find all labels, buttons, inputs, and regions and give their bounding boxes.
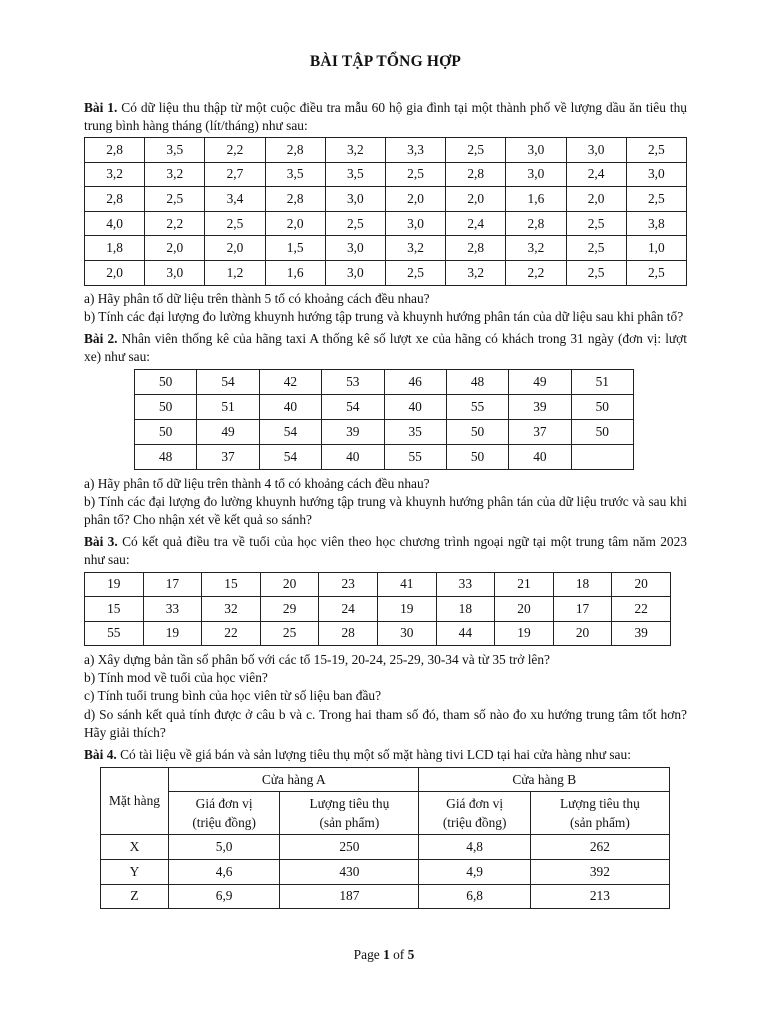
- table-cell: 33: [436, 572, 495, 597]
- table-cell: 2,8: [85, 138, 145, 163]
- table-cell: 55: [85, 621, 144, 646]
- table-cell: 18: [436, 597, 495, 622]
- table-cell: 39: [509, 395, 571, 420]
- table-cell: 3,0: [385, 211, 445, 236]
- table-cell: 2,8: [85, 187, 145, 212]
- table-cell: 22: [202, 621, 261, 646]
- exercise-1-intro: [84, 99, 687, 135]
- table-cell: 2,5: [626, 261, 686, 286]
- exercise-4-intro: [84, 746, 687, 764]
- table-cell: 40: [322, 445, 384, 470]
- exercise-3-question-a: a) Xây dựng bản tần số phân bố với các tổ 15-19, 20-24, 25-29, 30-34 và từ 35 trở lên?: [84, 652, 550, 668]
- table-cell: 20: [495, 597, 554, 622]
- table-cell: 1,0: [626, 236, 686, 261]
- table-cell: 54: [259, 420, 321, 445]
- exercise-2-text: Nhân viên thống kê của hãng taxi A thống kê số lượt xe của hãng có khách trong 31 ngày (đơn vị: lượt xe) như sau:: [84, 330, 687, 364]
- table-cell: 3,2: [85, 162, 145, 187]
- header-store-b: Cửa hàng B: [419, 767, 670, 792]
- table-cell: 2,5: [325, 211, 385, 236]
- exercise-3-question-c: c) Tính tuổi trung bình của học viên từ số liệu ban đầu?: [84, 688, 382, 704]
- table-cell: 24: [319, 597, 378, 622]
- header-b-price: Giá đơn vị (triệu đồng): [419, 792, 530, 835]
- table-cell: 4,8: [419, 835, 530, 860]
- table-cell: 32: [202, 597, 261, 622]
- table-cell: 392: [530, 860, 669, 885]
- table-cell: 3,2: [506, 236, 566, 261]
- table-cell: X: [101, 835, 169, 860]
- table-cell: 50: [571, 420, 633, 445]
- table-cell: 2,8: [265, 138, 325, 163]
- table-cell: 23: [319, 572, 378, 597]
- table-row: [135, 395, 634, 420]
- table-cell: 50: [446, 445, 508, 470]
- table-cell: 40: [259, 395, 321, 420]
- exercise-3-table: [84, 572, 671, 647]
- table-cell: 5,0: [169, 835, 280, 860]
- table-cell: 17: [143, 572, 202, 597]
- table-cell: 22: [612, 597, 671, 622]
- exercise-1-text: Có dữ liệu thu thập từ một cuộc điều tra mẫu 60 hộ gia đình tại một thành phố về lượng dầu ăn tiêu thụ trung bình hàng tháng (lít/tháng) như sau:: [84, 99, 687, 134]
- table-cell: 15: [85, 597, 144, 622]
- table-row: [85, 138, 687, 163]
- table-cell: 2,2: [145, 211, 205, 236]
- table-cell: 3,0: [145, 261, 205, 286]
- table-cell: 50: [135, 370, 197, 395]
- table-cell: 48: [446, 370, 508, 395]
- table-cell: 430: [280, 860, 419, 885]
- table-cell: 2,8: [446, 236, 506, 261]
- table-cell: 2,5: [566, 211, 626, 236]
- table-cell: 19: [377, 597, 436, 622]
- table-cell: 3,0: [506, 162, 566, 187]
- table-cell: 2,2: [205, 138, 265, 163]
- table-cell: 3,0: [325, 236, 385, 261]
- page-title: BÀI TẬP TỔNG HỢP: [309, 53, 462, 70]
- exercise-2-table: [134, 369, 634, 470]
- table-cell: 55: [384, 445, 446, 470]
- exercise-2-label: Bài 2.: [84, 330, 118, 346]
- table-cell: 51: [197, 395, 259, 420]
- table-cell: 2,0: [265, 211, 325, 236]
- table-cell: 250: [280, 835, 419, 860]
- table-cell: 49: [197, 420, 259, 445]
- table-cell: 25: [260, 621, 319, 646]
- document-page: [84, 52, 687, 909]
- table-cell: 3,0: [506, 138, 566, 163]
- table-cell: 3,2: [325, 138, 385, 163]
- table-cell: 28: [319, 621, 378, 646]
- header-store-a: Cửa hàng A: [169, 767, 419, 792]
- table-cell: 41: [377, 572, 436, 597]
- table-cell: 30: [377, 621, 436, 646]
- table-cell: 19: [85, 572, 144, 597]
- table-cell: 3,2: [145, 162, 205, 187]
- table-row: [101, 835, 670, 860]
- exercise-1-label: Bài 1.: [84, 99, 118, 115]
- table-cell: 2,0: [145, 236, 205, 261]
- table-cell: 51: [571, 370, 633, 395]
- table-row: [85, 187, 687, 212]
- table-cell: 50: [135, 395, 197, 420]
- table-cell: 46: [384, 370, 446, 395]
- table-cell: 2,2: [506, 261, 566, 286]
- header-item: Mặt hàng: [101, 767, 169, 835]
- table-cell: 2,5: [446, 138, 506, 163]
- table-row: [85, 572, 671, 597]
- table-cell: 39: [612, 621, 671, 646]
- table-cell: 2,4: [566, 162, 626, 187]
- table-cell: 40: [384, 395, 446, 420]
- table-cell: 2,5: [385, 162, 445, 187]
- total-pages: 5: [407, 947, 415, 962]
- table-cell: 2,7: [205, 162, 265, 187]
- table-cell: 54: [259, 445, 321, 470]
- table-cell: 2,0: [446, 187, 506, 212]
- exercise-4-table: [100, 767, 670, 909]
- table-cell: 3,2: [446, 261, 506, 286]
- table-cell: 20: [612, 572, 671, 597]
- table-cell: 4,9: [419, 860, 530, 885]
- table-cell: 50: [135, 420, 197, 445]
- table-cell: 2,5: [566, 236, 626, 261]
- table-cell: 19: [143, 621, 202, 646]
- table-row: [101, 884, 670, 909]
- table-row: [85, 236, 687, 261]
- table-cell: 4,6: [169, 860, 280, 885]
- table-cell: 4,0: [85, 211, 145, 236]
- table-cell: 50: [571, 395, 633, 420]
- table-cell: 48: [135, 445, 197, 470]
- table-cell: Y: [101, 860, 169, 885]
- table-cell: 2,8: [446, 162, 506, 187]
- table-cell: 213: [530, 884, 669, 909]
- exercise-3-question-d: d) So sánh kết quả tính được ở câu b và c. Trong hai tham số đó, tham số nào đo xu hướng trung tâm tốt hơn? Hãy giải thích?: [84, 706, 687, 740]
- exercise-3-intro: [84, 533, 687, 569]
- table-cell: 53: [322, 370, 384, 395]
- table-cell: 2,4: [446, 211, 506, 236]
- exercise-3-label: Bài 3.: [84, 534, 118, 550]
- table-cell: 2,5: [205, 211, 265, 236]
- table-cell: 6,9: [169, 884, 280, 909]
- table-row: [85, 597, 671, 622]
- table-cell: 20: [260, 572, 319, 597]
- table-cell: 55: [446, 395, 508, 420]
- table-cell: 35: [384, 420, 446, 445]
- table-cell: 1,5: [265, 236, 325, 261]
- table-cell: 21: [495, 572, 554, 597]
- table-cell: 1,8: [85, 236, 145, 261]
- exercise-1-table: [84, 137, 687, 286]
- table-cell: 3,5: [325, 162, 385, 187]
- page-footer: Page 1 of 5: [353, 947, 415, 962]
- table-cell: 3,5: [145, 138, 205, 163]
- exercise-3-question-b: b) Tính mod về tuổi của học viên?: [84, 670, 268, 686]
- table-cell: 262: [530, 835, 669, 860]
- table-cell: 1,6: [265, 261, 325, 286]
- table-cell: 187: [280, 884, 419, 909]
- table-cell: 1,6: [506, 187, 566, 212]
- table-row: [85, 261, 687, 286]
- table-row: [135, 420, 634, 445]
- table-cell: 2,0: [205, 236, 265, 261]
- exercise-2-question-a: a) Hãy phân tổ dữ liệu trên thành 4 tổ có khoảng cách đều nhau?: [84, 476, 430, 492]
- table-cell: 3,0: [566, 138, 626, 163]
- table-cell: 2,8: [506, 211, 566, 236]
- table-cell: 19: [495, 621, 554, 646]
- table-cell: 6,8: [419, 884, 530, 909]
- table-cell: 2,5: [626, 187, 686, 212]
- table-cell: 3,2: [385, 236, 445, 261]
- table-row: [101, 860, 670, 885]
- exercise-2-intro: [84, 330, 687, 366]
- table-cell: 42: [259, 370, 321, 395]
- table-cell: 54: [197, 370, 259, 395]
- header-b-quantity: Lượng tiêu thụ (sản phẩm): [530, 792, 669, 835]
- table-cell: 2,0: [85, 261, 145, 286]
- exercise-4-label: Bài 4.: [84, 746, 117, 762]
- exercise-3-text: Có kết quả điều tra về tuổi của học viên theo học chương trình ngoại ngữ tại một trung tâm năm 2023 như sau:: [84, 534, 687, 568]
- table-cell: 50: [446, 420, 508, 445]
- table-cell: 2,0: [385, 187, 445, 212]
- table-cell: 2,5: [145, 187, 205, 212]
- table-cell: 3,3: [385, 138, 445, 163]
- table-cell: 33: [143, 597, 202, 622]
- table-cell: 3,8: [626, 211, 686, 236]
- table-cell: 2,5: [626, 138, 686, 163]
- table-cell: 44: [436, 621, 495, 646]
- table-cell: 29: [260, 597, 319, 622]
- table-cell: 18: [553, 572, 612, 597]
- table-cell: 3,0: [325, 187, 385, 212]
- table-row: [85, 162, 687, 187]
- table-cell: [571, 445, 633, 470]
- exercise-1-question-b: b) Tính các đại lượng đo lường khuynh hướng tập trung và khuynh hướng phân tán của dữ liệu sau khi phân tổ?: [84, 308, 684, 324]
- table-cell: 2,5: [385, 261, 445, 286]
- current-page: 1: [383, 947, 390, 962]
- exercise-1-question-a: a) Hãy phân tổ dữ liệu trên thành 5 tổ có khoảng cách đều nhau?: [84, 290, 430, 306]
- table-cell: 2,5: [566, 261, 626, 286]
- table-cell: 2,0: [566, 187, 626, 212]
- table-cell: 37: [197, 445, 259, 470]
- table-cell: 3,0: [626, 162, 686, 187]
- table-row: [85, 621, 671, 646]
- table-cell: 3,5: [265, 162, 325, 187]
- header-a-price: Giá đơn vị (triệu đồng): [169, 792, 280, 835]
- table-cell: 49: [509, 370, 571, 395]
- table-cell: 1,2: [205, 261, 265, 286]
- table-cell: 15: [202, 572, 261, 597]
- exercise-2-question-b: b) Tính các đại lượng đo lường khuynh hướng tập trung và khuynh hướng phân tán của dữ liệu trước và sau khi phân tổ? Cho nhận xét về kết quả so sánh?: [84, 494, 687, 528]
- exercise-4-text: Có tài liệu về giá bán và sản lượng tiêu thụ một số mặt hàng tivi LCD tại hai cửa hàng như sau:: [116, 746, 631, 762]
- table-row: [85, 211, 687, 236]
- table-cell: 3,4: [205, 187, 265, 212]
- table-cell: 54: [322, 395, 384, 420]
- table-row: [135, 370, 634, 395]
- table-row: [135, 445, 634, 470]
- table-cell: 37: [509, 420, 571, 445]
- table-cell: 39: [322, 420, 384, 445]
- table-cell: 2,8: [265, 187, 325, 212]
- table-cell: Z: [101, 884, 169, 909]
- table-cell: 3,0: [325, 261, 385, 286]
- table-cell: 17: [553, 597, 612, 622]
- table-cell: 20: [553, 621, 612, 646]
- table-cell: 40: [509, 445, 571, 470]
- header-a-quantity: Lượng tiêu thụ (sản phẩm): [280, 792, 419, 835]
